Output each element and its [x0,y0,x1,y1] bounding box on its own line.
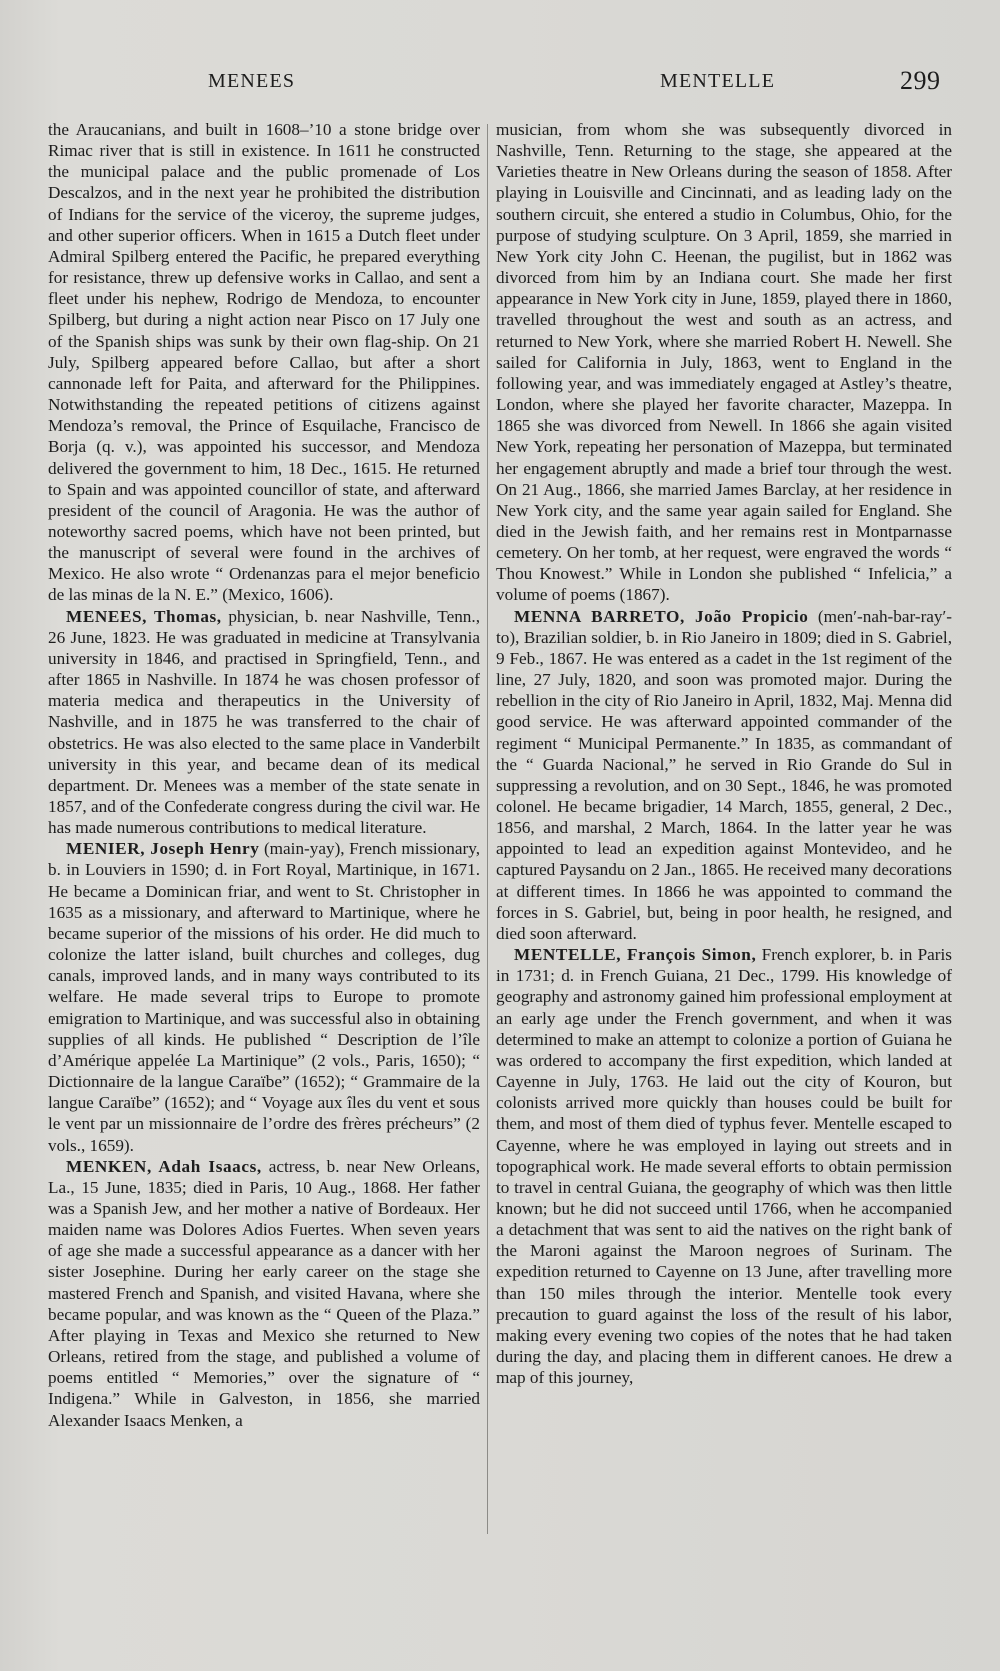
running-head-left: MENEES [208,70,296,92]
entry-text: physician, b. near Nashville, Tenn., 26 June, 1823. He was graduated in medicine at Transylvania university in 1846, and practised in Springfield, Tenn., and after 1865 in Nashville. In 1874 he was chosen professor of materia medica and therapeutics in the University of Nashville, and in 1875 he was transferred to the chair of obstetrics. He was also elected to the same place in Vanderbilt university in this year, and became dean of its medical department. Dr. Menees was a member of the state senate in 1857, and of the Confederate congress during the civil war. He has made numerous contributions to medical literature. [48,606,480,838]
entry-mentelle [496,944,952,1388]
page-number: 299 [900,66,941,95]
entry-menna-barreto [496,606,952,945]
entry-menees [48,606,480,839]
column-divider [487,124,488,1534]
entry-text: actress, b. near New Orleans, La., 15 June, 1835; died in Paris, 10 Aug., 1868. Her father was a Spanish Jew, and her mother a native of Bordeaux. Her maiden name was Dolores Adios Fuertes. When seven years of age she made a successful appearance as a dancer with her sister Josephine. During her early career on the stage she mastered French and Spanish, and visited Havana, where she became popular, and was known as the “ Queen of the Plaza.” After playing in Texas and Mexico she returned to New Orleans, retired from the stage, and published a volume of poems entitled “ Memories,” over the signature of “ Indigena.” While in Galveston, in 1856, she married Alexander Isaacs Menken, a [48,1156,481,1430]
entry-menken [48,1156,480,1431]
entry-menier [48,838,480,1155]
entry-text: French explorer, b. in Paris in 1731; d. in French Guiana, 21 Dec., 1799. His knowledge of geography and astronomy gained him professional employment at an early age under the French government, and when it was determined to make an attempt to colonize a portion of Guiana he was ordered to accompany the first expedition, which landed at Cayenne in July, 1763. He laid out the city of Kouron, but colonists arrived more quickly than houses could be built for them, and most of them died of typhus fever. Mentelle escaped to Cayenne, where he was employed in laying out streets and in topographical work. He made several efforts to obtain permission to travel in central Guiana, the geography of which was then little known; but he did not succeed until 1766, when he accompanied a detachment that was sent to aid the natives on the right bank of the Maroni against the Maroon negroes of Surinam. The expedition returned to Cayenne on 13 June, after travelling more than 150 miles through the interior. Mentelle took every precaution to guard against the loss of the result of his labor, making every evening two copies of the notes that he had taken during the day, and placing them in different canoes. He drew a map of this journey, [496,945,952,1388]
entry-text: (main-yay), French missionary, b. in Louviers in 1590; d. in Fort Royal, Martinique, in 1671. He became a Dominican friar, and went to St. Christopher in 1635 as a missionary, and afterward to Martinique, where he became superior of the missions of his order. He did much to colonize the latter island, built churches and colleges, dug canals, improved lands, and in many ways contributed to its welfare. He made several trips to Europe to promote emigration to Martinique, and was successful also in obtaining supplies of all kinds. He published “ Description de l’île d’Amérique appelée La Martinique” (2 vols., Paris, 1650); “ Dictionnaire de la langue Caraïbe” (1652); “ Grammaire de la langue Caraïbe” (1652); and “ Voyage aux îles du vent et sous le vent par un missionnaire de l’ordre des frères précheurs” (2 vols., 1659). [48,839,480,1155]
entry-text: (men′-nah-bar-ray′-to), Brazilian soldier, b. in Rio Janeiro in 1809; died in S. Gabriel, 9 Feb., 1867. He was entered as a cadet in the 1st regiment of the line, 27 July, 1820, and soon was promoted major. During the rebellion in the city of Rio Janeiro in April, 1832, Maj. Menna did good service. He was afterward appointed commander of the regiment “ Municipal Permanente.” In 1835, as commandant of the “ Guarda Nacional,” he served in Rio Grande do Sul in suppressing a revolution, and on 30 Sept., 1846, he was promoted colonel. He became brigadier, 14 March, 1855, general, 2 Dec., 1856, and marshal, 2 March, 1864. In the latter year he was appointed to lead an expedition against Montevideo, and he captured Paysandu on 2 Jan., 1865. He received many decorations at different times. In 1866 he was appointed to command the forces in S. Gabriel, but, being in poor health, he resigned, and died soon afterward. [496,606,953,943]
entry-headword: MENIER, Joseph Henry [66,839,260,859]
running-head-center: MENTELLE [660,70,776,92]
menken-continuation-paragraph: musician, from whom she was subsequently divorced in Nashville, Tenn. Returning to the stage, she appeared at the Varieties theatre in New Orleans during the season of 1858. After playing in Louisville and Cincinnati, and as leading lady on the southern circuit, she entered a studio in Columbus, Ohio, for the purpose of studying sculpture. On 3 April, 1859, she married in New York city John C. Heenan, the pugilist, but in 1862 was divorced from him by an Indiana court. She made her first appearance in New York city in June, 1859, played there in 1860, travelled throughout the west and south as an actress, and returned to New York, where she married Robert H. Newell. She sailed for California in July, 1863, went to England in the following year, and was immediately engaged at Astley’s theatre, London, where she played her favorite character, Mazeppa. In 1865 she was divorced from Newell. In 1866 she again visited New York, repeating her personation of Mazeppa, but terminated her engagement abruptly and made a brief tour through the west. On 21 Aug., 1866, she married James Barclay, at her residence in New York city, and the same year again sailed for England. She died in the Jewish faith, and her remains rest in Montparnasse cemetery. On her tomb, at her request, were engraved the words “ Thou Knowest.” While in London she published “ Infelicia,” a volume of poems (1867). [496,120,952,605]
entry-headword: MENTELLE, François Simon, [514,945,757,965]
entry-headword: MENNA BARRETO, João Propicio [514,606,809,626]
entry-headword: MENKEN, Adah Isaacs, [66,1156,262,1176]
left-column [48,119,480,1431]
mendoza-continuation-paragraph: the Araucanians, and built in 1608–’10 a stone bridge over Rimac river that is still in existence. In 1611 he constructed the municipal palace and the public promenade of Los Descalzos, and in the next year he prohibited the distribution of Indians for the service of the viceroy, the supreme judges, and other superior officers. When in 1615 a Dutch fleet under Admiral Spilberg entered the Pacific, he prepared everything for resistance, threw up defensive works in Callao, and sent a fleet under his nephew, Rodrigo de Mendoza, to encounter Spilberg, but during a night action near Pisco on 17 July one of the Spanish ships was sunk by their own flag-ship. On 21 July, Spilberg appeared before Callao, but after a short cannonade left for Paita, and afterward for the Philippines. Notwithstanding the repeated petitions of citizens against Mendoza’s removal, the Prince of Esquilache, Francisco de Borja (q. v.), was appointed his successor, and Mendoza delivered the government to him, 18 Dec., 1615. He returned to Spain and was appointed councillor of state, and afterward president of the council of Aragonia. He was the author of noteworthy sacred poems, which have not been printed, but the manuscript of several were found in the archives of Mexico. He also wrote “ Ordenanzas para el mejor beneficio de las minas de la N. E.” (Mexico, 1606). [48,120,480,605]
entry-headword: MENEES, Thomas, [66,606,222,626]
running-head [0,64,1000,104]
right-column [496,119,952,1388]
